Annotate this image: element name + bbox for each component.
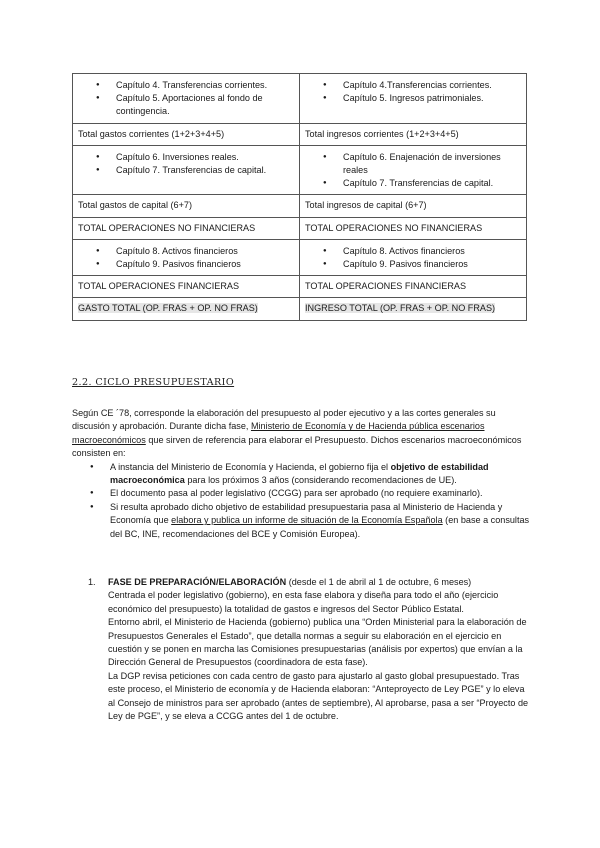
bullet-bold: objetivo de estabilidad macroeconómica (110, 461, 489, 486)
total-op-financieras-ingresos: TOTAL OPERACIONES FINANCIERAS (300, 276, 527, 298)
ingreso-total-cell (300, 298, 527, 320)
total-ingresos-capital: Total ingresos de capital (6+7) (300, 195, 527, 217)
section-title: 2.2. CICLO PRESUPUESTARIO (72, 377, 235, 388)
phase-paragraph-1: Centrada el poder legislativo (gobierno), en esta fase elabora y diseña para todo el año (ejercicio económico del presupuesto) la totalidad de gastos e ingresos del Sector Público Estatal. (108, 590, 499, 614)
phase-title-rest: (desde el 1 de abril al 1 de octubre, 6 meses) (286, 577, 472, 587)
bullet-text: Si resulta aprobado dicho objetivo de estabilidad presupuestaria pasa al Ministerio de Hacienda y Economía que (110, 501, 503, 526)
list-item: ● Capítulo 9. Pasivos financieros (116, 258, 295, 271)
gasto-total-cell (73, 298, 300, 320)
bullet-text: A instancia del Ministerio de Economía y Hacienda, el gobierno fija el (110, 461, 391, 472)
list-item: ● Capítulo 5. Ingresos patrimoniales. (343, 92, 522, 105)
bullet-text: (en base a consultas del BC, INE, recomendaciones del BCE y Comisión Europea). (110, 515, 530, 539)
table-row (73, 239, 527, 275)
total-gastos-capital: Total gastos de capital (6+7) (73, 195, 300, 217)
list-item: ● Capítulo 8. Activos financieros (343, 245, 522, 258)
phase-number: 1. (88, 577, 96, 587)
budget-table (72, 73, 527, 321)
macro-scenarios-list (72, 461, 532, 541)
bullet-text: para los próximos 3 años (considerando recomendaciones de UE). (184, 475, 457, 486)
gastos-chapters-8-9 (73, 239, 300, 275)
ingresos-chapters-6-7 (300, 145, 527, 195)
table-row (73, 195, 527, 217)
ingresos-chapters-8-9 (300, 239, 527, 275)
total-op-no-financieras-ingresos: TOTAL OPERACIONES NO FINANCIERAS (300, 217, 527, 239)
phase-content (108, 576, 532, 723)
total-op-financieras-gastos: TOTAL OPERACIONES FINANCIERAS (73, 276, 300, 298)
table-row (73, 298, 527, 320)
phase-paragraph-3: La DGP revisa peticiones con cada centro de gasto para ajustarlo al gasto global presupuestado. Tras este proceso, el Ministerio de economía y de Hacienda elaboran: “Anteproyecto de Ley PGE” y lo eleva al Consejo de ministros para ser aprobado (antes de septiembre), Al aprobarse, pasa a ser “Proyecto de Ley de PGE”, y se eleva a CCGG antes del 1 de octubre. (108, 670, 529, 722)
list-item: ● Capítulo 6. Inversiones reales. (116, 151, 295, 164)
ingresos-chapters-4-5 (300, 74, 527, 124)
table-row (73, 123, 527, 145)
list-item: ● Capítulo 4. Transferencias corrientes. (116, 79, 295, 92)
table-row (73, 145, 527, 195)
list-item: ● Capítulo 7. Transferencias de capital. (116, 164, 295, 177)
table-row (73, 276, 527, 298)
list-item: ● Capítulo 5. Aportaciones al fondo de contingencia. (116, 92, 295, 118)
list-item (110, 461, 532, 488)
ingreso-total: INGRESO TOTAL (OP. FRAS + OP. NO FRAS) (305, 303, 496, 314)
intro-paragraph (72, 407, 532, 461)
phase-paragraph-2: Entorno abril, el Ministerio de Hacienda (gobierno) publica una “Orden Ministerial para la elaboración de Presupuestos Generales el Estado”, que detalla normas a seguir su elaboración en el ejercicio en cuestión y se ponen en marcha las Comisiones presupuestarias (análisis por expertos) que envían a la Dirección General de Presupuestos (coordinadora de esta fase). (108, 617, 527, 668)
phase-title: FASE DE PREPARACIÓN/ELABORACIÓN (108, 577, 287, 587)
intro-text (72, 407, 532, 541)
informe-link: elabora y publica un informe de situación de la Economía Española (171, 515, 443, 526)
intro-text-a: Según CE ´78, corresponde la elaboración del presupuesto al poder ejecutivo y a las cortes generales su discusión y aprobación. Durante dicha fase, (72, 408, 496, 432)
list-item (110, 501, 532, 541)
gastos-chapters-6-7 (73, 145, 300, 195)
list-item: ● Capítulo 9. Pasivos financieros (343, 258, 522, 271)
list-item: ● Capítulo 7. Transferencias de capital. (343, 177, 522, 190)
phase-heading (108, 576, 532, 589)
total-ingresos-corrientes: Total ingresos corrientes (1+2+3+4+5) (300, 123, 527, 145)
intro-text-b: que sirven de referencia para elaborar el Presupuesto. Dichos escenarios macroeconómicos consisten en: (72, 434, 522, 459)
table-row (73, 217, 527, 239)
total-gastos-corrientes: Total gastos corrientes (1+2+3+4+5) (73, 123, 300, 145)
gasto-total: GASTO TOTAL (OP. FRAS + OP. NO FRAS) (78, 303, 258, 314)
phase-1 (72, 576, 532, 723)
gastos-chapters-4-5 (73, 74, 300, 124)
list-item: ● Capítulo 4.Transferencias corrientes. (343, 79, 522, 92)
list-item: ● Capítulo 6. Enajenación de inversiones reales (343, 151, 522, 177)
list-item: ● El documento pasa al poder legislativo (CCGG) para ser aprobado (no requiere examinarlo). (110, 487, 532, 500)
total-op-no-financieras-gastos: TOTAL OPERACIONES NO FINANCIERAS (73, 217, 300, 239)
ministerio-link: Ministerio de Economía y de Hacienda pública escenarios macroeconómicos (72, 421, 485, 445)
list-item: ● Capítulo 8. Activos financieros (116, 245, 295, 258)
table-row (73, 74, 527, 124)
